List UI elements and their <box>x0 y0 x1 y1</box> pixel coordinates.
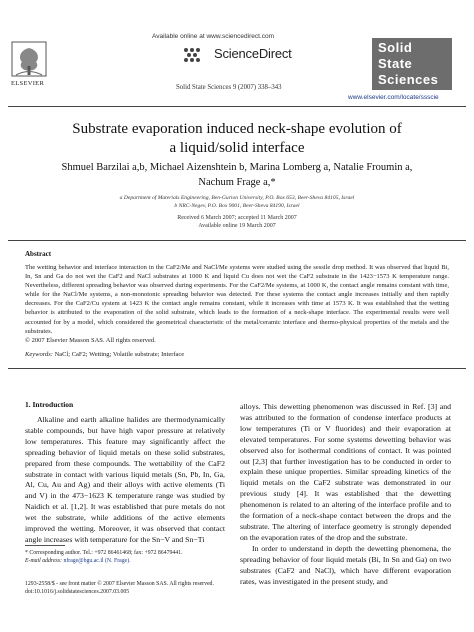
section-heading-introduction: 1. Introduction <box>25 400 74 409</box>
authors-line: Shmuel Barzilai a,b, Michael Aizenshtein b, Marina Lomberg a, Natalie Froumin a, <box>61 162 413 173</box>
journal-cover-logo <box>372 38 452 90</box>
intro-paragraph: alloys. This dewetting phenomenon was discussed in Ref. [3] and was attributed to the formation of condense interface products at low temperatures (Ti or V fluorides) and their evaporation at elevated temperatures. For some systems dewetting behavior was observed also for isothermal conditions of contact. It was pointed out [2,3] that further investigation has to be conducted in order to explain these unique properties. Similar spreading kinetics of the liquid metals on the CaF2 substrate was demonstrated in our previous study [4]. It was established that the dewetting phenomenon is related to an altering of the interface profile and to the formation of a neck-shape contact between the drops and the substrate. The altering of interface geometry is strongly depended on the evaporation rates of the drop and the substrate. <box>240 402 451 542</box>
footnote-divider <box>25 545 65 546</box>
article-dates <box>0 214 474 230</box>
article-title <box>0 120 474 158</box>
affiliation-a: a Department of Materials Engineering, Ben-Gurion University, P.O. Box 653, Beer-Sheva 84105, Israel <box>119 195 355 201</box>
intro-paragraph: In order to understand in depth the dewetting phenomena, the spreading behavior of four liquid metals (Bi, In Sn and Ga) on two substrates (CaF2 and NaCl), which have different evaporation rates, was investigated in the present study, and <box>240 543 451 586</box>
abstract-top-divider <box>8 240 466 241</box>
doi-line: doi:10.1016/j.solidstatesciences.2007.03.005 <box>25 589 130 595</box>
corresponding-author: * Corresponding author. Tel.: +972 86461468; fax: +972 86479441. <box>25 550 183 556</box>
journal-cover-line: Sciences <box>378 72 439 87</box>
footnote <box>25 549 225 565</box>
header-divider <box>8 106 466 107</box>
abstract-body <box>25 263 449 345</box>
email-link[interactable]: nfrage@bgu.ac.il (N. Frage). <box>63 558 131 564</box>
abstract-bottom-divider <box>8 368 466 369</box>
elsevier-tree-icon <box>10 40 48 84</box>
received-date: Received 6 March 2007; accepted 11 March 2007 <box>177 215 297 221</box>
affiliation-b: b NRC-Negev, P.O. Box 9001, Beer-Sheva 84190, Israel <box>174 203 300 209</box>
author-list <box>0 160 474 190</box>
abstract-heading: Abstract <box>25 250 52 258</box>
email-line <box>25 557 225 565</box>
journal-cover-line: Solid <box>378 40 413 55</box>
issn-line: 1293-2558/$ - see front matter © 2007 Elsevier Masson SAS. All rights reserved. <box>25 581 214 587</box>
journal-cover-line: State <box>378 56 413 71</box>
left-column <box>25 415 225 546</box>
right-column <box>240 402 451 587</box>
available-date: Available online 19 March 2007 <box>198 223 276 229</box>
journal-url-link[interactable]: www.elsevier.com/locate/ssscie <box>348 94 439 101</box>
title-line: Substrate evaporation induced neck-shape evolution of <box>72 121 402 137</box>
keywords-list: NaCl; CaF2; Wetting; Volatile substrate; Interface <box>54 351 185 358</box>
affiliations <box>0 194 474 210</box>
email-label: E-mail address: <box>25 558 62 564</box>
keywords-label: Keywords: <box>25 351 53 358</box>
title-line: a liquid/solid interface <box>169 140 305 156</box>
bottom-info <box>25 580 214 596</box>
journal-citation: Solid State Sciences 9 (2007) 338–343 <box>176 84 282 91</box>
keywords-line <box>25 351 184 358</box>
authors-line: Nachum Frage a,* <box>198 177 276 188</box>
sciencedirect-brand: ScienceDirect <box>214 46 292 61</box>
abstract-copyright: © 2007 Elsevier Masson SAS. All rights reserved. <box>25 336 156 344</box>
elsevier-wordmark: ELSEVIER <box>11 80 45 87</box>
abstract-text: The wetting behavior and interface interaction in the CaF2/Me and NaCl/Me systems were studied using the sessile drop method. It was observed that liquid Bi, In, Sn and Ga do not wet the CaF2 and NaCl substrates at 1000 K and liquid Cu does not wet the CaF2 substrate in the 1423−1573 K temperature range. Nevertheless, different spreading behavior was observed during experiments. For the CaF2/Me systems, at 1000 K, the contact angle remains constant with time, while for the NaCl/Me systems, a non-monotonic spreading behavior was detected. For these systems the contact angle increases initially and then rapidly decreases. For the CaF2/Cu system at 1423 K the contact angle remains constant, while it increases with time at 1573 K. It was established that the wetting behavior is attributed to the evaporation of the solid substrate, which leads to the formation of a neck-shape interface. The experimental results were well accounted for by a model, which considered the geometrical characteristic of the metal/ceramic interface and thermo-physical properties of the metals and the substrates. <box>25 264 449 335</box>
intro-paragraph: Alkaline and earth alkaline halides are thermodynamically stable compounds, but have high vapor pressure at relatively low temperatures. This feature may significantly affect the spreading behavior of liquid metals on these solid substrates, prepared from these compounds. The wettability of the CaF2 substrate in contact with various liquid metals (Sn, Pb, In, Ga, Al, Cu, Au and Ag) and their alloys with active elements (Ti and V) in the 473−1623 K temperature range was studied by Naidich et al. [1,2]. It was established that pure metals do not wet the substrate, while additions of the active elements improved the wetting. Moreover, it was observed that contact angle increases with temperature for the Sn−V and Sn−Ti <box>25 415 225 544</box>
available-online-text: Available online at www.sciencedirect.com <box>152 33 274 40</box>
